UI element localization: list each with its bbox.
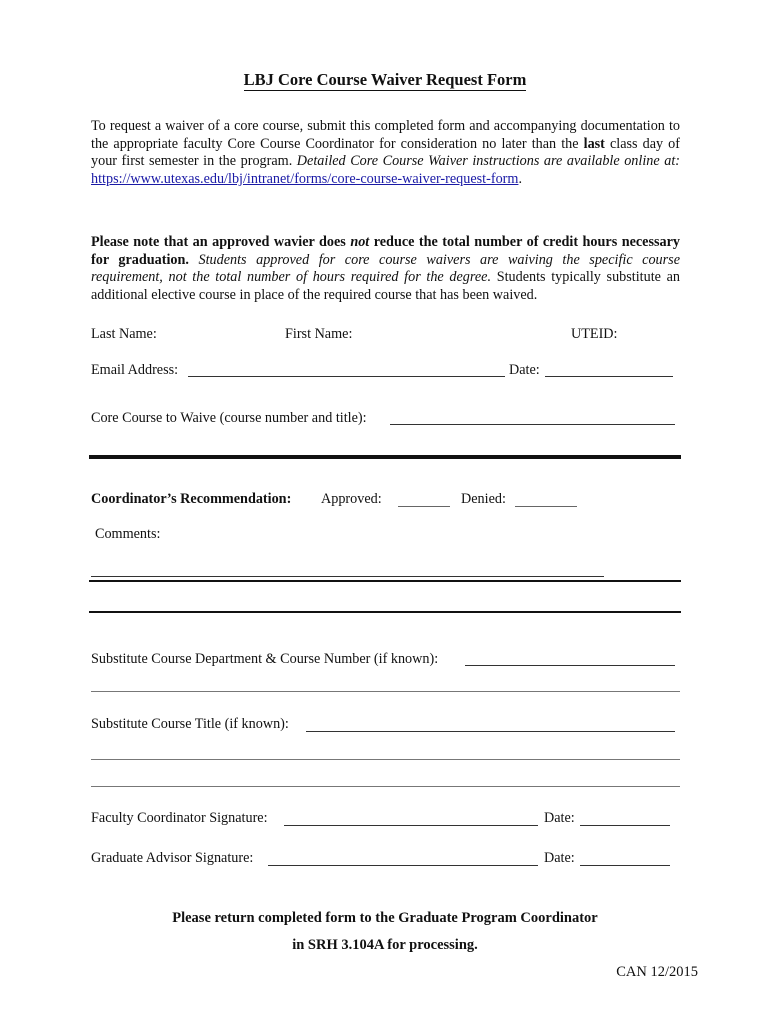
faculty-date-field[interactable]	[580, 825, 670, 826]
email-field[interactable]	[188, 376, 505, 377]
approved-field[interactable]	[398, 506, 450, 507]
denied-label: Denied:	[461, 491, 506, 507]
substitute-title-label: Substitute Course Title (if known):	[91, 716, 289, 732]
approved-label: Approved:	[321, 491, 382, 507]
uteid-label: UTEID:	[571, 326, 618, 342]
faculty-date-label: Date:	[544, 810, 575, 826]
advisor-date-field[interactable]	[580, 865, 670, 866]
comments-field[interactable]	[91, 576, 604, 577]
first-name-label: First Name:	[285, 326, 353, 342]
return-instructions-line-1: Please return completed form to the Graduate Program Coordinator	[172, 910, 598, 926]
section-divider-2	[89, 611, 681, 613]
advisor-signature-label: Graduate Advisor Signature:	[91, 850, 254, 866]
core-course-label: Core Course to Waive (course number and title):	[91, 410, 367, 426]
substitute-title-extra-line-1[interactable]	[91, 759, 680, 760]
email-date-field[interactable]	[545, 376, 673, 377]
email-date-label: Date:	[509, 362, 540, 378]
instructions-link[interactable]: https://www.utexas.edu/lbj/intranet/forms/core-course-waiver-request-form	[91, 170, 519, 187]
comments-label: Comments:	[95, 526, 161, 542]
substitute-dept-field[interactable]	[465, 665, 675, 666]
faculty-signature-label: Faculty Coordinator Signature:	[91, 810, 268, 826]
advisor-date-label: Date:	[544, 850, 575, 866]
faculty-signature-field[interactable]	[284, 825, 538, 826]
page-title: LBJ Core Course Waiver Request Form	[243, 70, 527, 89]
substitute-dept-label: Substitute Course Department & Course Number (if known):	[91, 651, 439, 667]
advisor-signature-field[interactable]	[268, 865, 538, 866]
section-divider	[89, 455, 681, 459]
substitute-dept-extra-line[interactable]	[91, 691, 680, 692]
substitute-title-extra-line-2[interactable]	[91, 786, 680, 787]
intro-paragraph: To request a waiver of a core course, submit this completed form and accompanying documentation to the appropriate faculty Core Course Coordinator for consideration no later than the last class day of your first semester in the program. Detailed Core Course Waiver instructions are available online at: https://www.utexas.edu/lbj/intranet/forms/core-course-waiver-request-form.	[91, 118, 680, 187]
core-course-field[interactable]	[390, 424, 675, 425]
email-label: Email Address:	[91, 362, 179, 378]
return-instructions-line-2: in SRH 3.104A for processing.	[292, 937, 478, 953]
comments-rule	[89, 580, 681, 582]
form-code: CAN 12/2015	[616, 964, 698, 980]
note-paragraph: Please note that an approved wavier does not reduce the total number of credit hours necessary for graduation. Students approved for core course waivers are waiving the specific course requirement, not the total number of hours required for the degree. Students typically substitute an additional elective course in place of the required course that has been waived.	[91, 234, 681, 303]
substitute-title-field[interactable]	[306, 731, 675, 732]
last-name-label: Last Name:	[91, 326, 157, 342]
denied-field[interactable]	[515, 506, 577, 507]
coordinator-recommendation-label: Coordinator’s Recommendation:	[91, 491, 292, 507]
